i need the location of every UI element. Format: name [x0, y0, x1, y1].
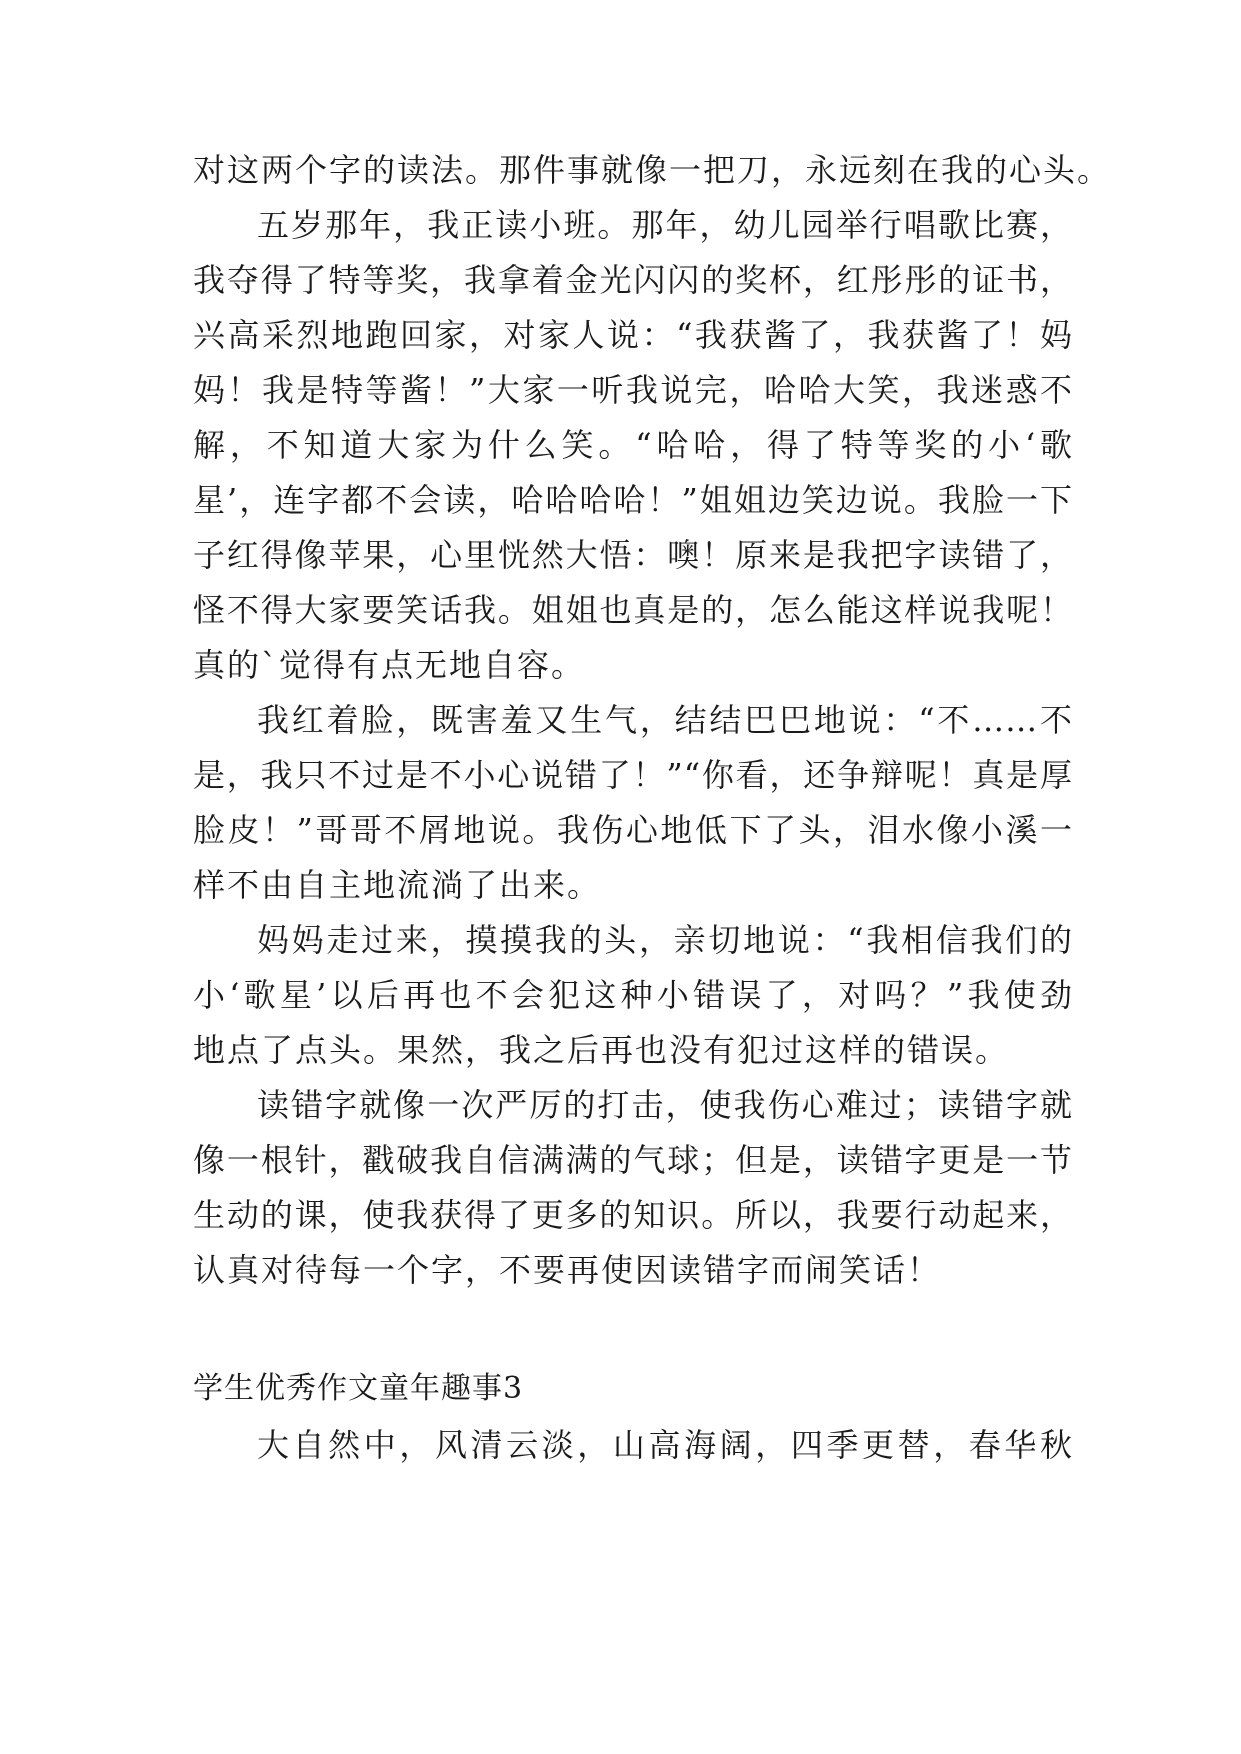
- text-line: 子红得像苹果，心里恍然大悟：噢！原来是我把字读错了，: [193, 536, 1073, 574]
- text-line: 是，我只不过是不小心说错了！”“你看，还争辩呢！真是厚: [193, 756, 1073, 794]
- text-line: 星’，连字都不会读，哈哈哈哈！”姐姐边笑边说。我脸一下: [193, 481, 1073, 519]
- text-line: 解，不知道大家为什么笑。“哈哈，得了特等奖的小‘歌: [193, 426, 1073, 464]
- section-heading: 学生优秀作文童年趣事3: [193, 1371, 524, 1406]
- text-line: 小‘歌星’以后再也不会犯这种小错误了，对吗？”我使劲: [193, 976, 1073, 1014]
- text-line: 像一根针，戳破我自信满满的气球；但是，读错字更是一节: [193, 1141, 1073, 1179]
- paragraph-start-line: 妈妈走过来，摸摸我的头，亲切地说：“我相信我们的: [257, 921, 1073, 959]
- text-line: 妈！我是特等酱！”大家一听我说完，哈哈大笑，我迷惑不: [193, 371, 1073, 409]
- text-line: 真的`觉得有点无地自容。: [193, 646, 586, 684]
- text-line: 兴高采烈地跑回家，对家人说：“我获酱了，我获酱了！妈: [193, 316, 1073, 354]
- text-line: 怪不得大家要笑话我。姐姐也真是的，怎么能这样说我呢！: [193, 591, 1073, 629]
- paragraph-start-line: 五岁那年，我正读小班。那年，幼儿园举行唱歌比赛，: [257, 206, 1073, 244]
- text-line: 我夺得了特等奖，我拿着金光闪闪的奖杯，红彤彤的证书，: [193, 261, 1073, 299]
- text-line: 对这两个字的读法。那件事就像一把刀，永远刻在我的心头。: [193, 151, 1112, 189]
- text-line: 脸皮！”哥哥不屑地说。我伤心地低下了头，泪水像小溪一: [193, 811, 1073, 849]
- text-line: 认真对待每一个字，不要再使因读错字而闹笑话！: [193, 1251, 942, 1289]
- text-line: 地点了点头。果然，我之后再也没有犯过这样的错误。: [193, 1031, 1010, 1069]
- paragraph-start-line: 大自然中，风清云淡，山高海阔，四季更替，春华秋: [257, 1426, 1073, 1464]
- text-line: 生动的课，使我获得了更多的知识。所以，我要行动起来，: [193, 1196, 1073, 1234]
- text-line: 样不由自主地流淌了出来。: [193, 866, 602, 904]
- paragraph-start-line: 读错字就像一次严厉的打击，使我伤心难过；读错字就: [257, 1086, 1073, 1124]
- paragraph-start-line: 我红着脸，既害羞又生气，结结巴巴地说：“不……不: [257, 701, 1073, 739]
